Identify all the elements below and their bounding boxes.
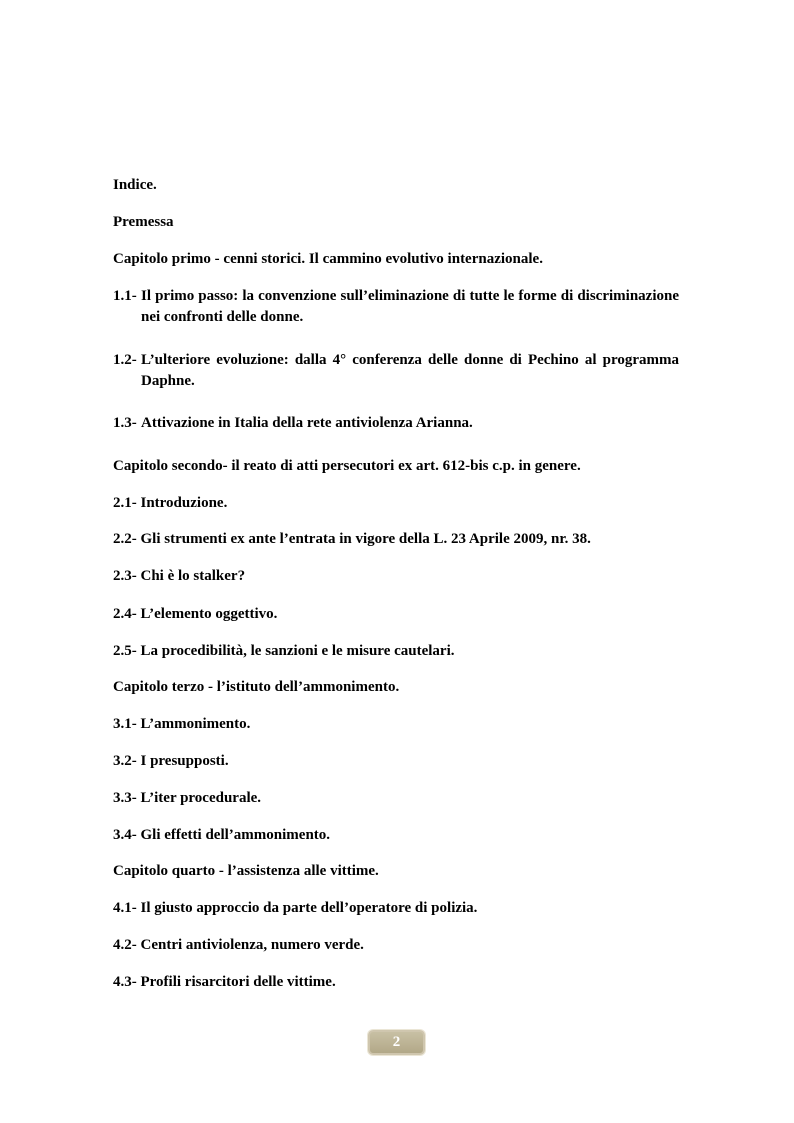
toc-item-1-1 [113, 286, 679, 328]
toc-item-2-2: 2.2- Gli strumenti ex ante l’entrata in vigore della L. 23 Aprile 2009, nr. 38. [113, 531, 591, 547]
toc-item-text: Attivazione in Italia della rete antiviolenza Arianna. [141, 415, 473, 431]
toc-chapter-1-heading: Capitolo primo - cenni storici. Il cammino evolutivo internazionale. [113, 251, 543, 267]
toc-item-3-2: 3.2- I presupposti. [113, 753, 229, 769]
toc-item-number: 1.1- [113, 288, 137, 304]
page-number-badge: 2 [368, 1030, 425, 1055]
toc-item-3-1: 3.1- L’ammonimento. [113, 716, 251, 732]
toc-item-3-4: 3.4- Gli effetti dell’ammonimento. [113, 827, 331, 843]
toc-item-2-1: 2.1- Introduzione. [113, 495, 228, 511]
toc-item-2-3: 2.3- Chi è lo stalker? [113, 568, 246, 584]
toc-item-4-2: 4.2- Centri antiviolenza, numero verde. [113, 937, 364, 953]
toc-item-number: 1.2- [113, 352, 137, 368]
toc-premessa: Premessa [113, 214, 174, 230]
toc-item-1-2 [113, 350, 679, 392]
toc-item-text: Il primo passo: la convenzione sull’eliminazione di tutte le forme di discriminazione nei confronti delle donne. [141, 288, 679, 325]
toc-item-number: 1.3- [113, 415, 137, 431]
toc-item-1-3 [113, 413, 679, 434]
toc-chapter-4-heading: Capitolo quarto - l’assistenza alle vittime. [113, 863, 379, 879]
toc-item-2-5: 2.5- La procedibilità, le sanzioni e le misure cautelari. [113, 643, 455, 659]
index-title: Indice. [113, 177, 157, 193]
toc-item-4-1: 4.1- Il giusto approccio da parte dell’operatore di polizia. [113, 900, 478, 916]
toc-item-text: L’ulteriore evoluzione: dalla 4° conferenza delle donne di Pechino al programma Daphne. [141, 352, 679, 389]
toc-chapter-3-heading: Capitolo terzo - l’istituto dell’ammonimento. [113, 679, 400, 695]
toc-chapter-2-heading: Capitolo secondo- il reato di atti persecutori ex art. 612-bis c.p. in genere. [113, 458, 581, 474]
toc-item-2-4: 2.4- L’elemento oggettivo. [113, 606, 278, 622]
toc-item-4-3: 4.3- Profili risarcitori delle vittime. [113, 974, 336, 990]
toc-item-3-3: 3.3- L’iter procedurale. [113, 790, 262, 806]
